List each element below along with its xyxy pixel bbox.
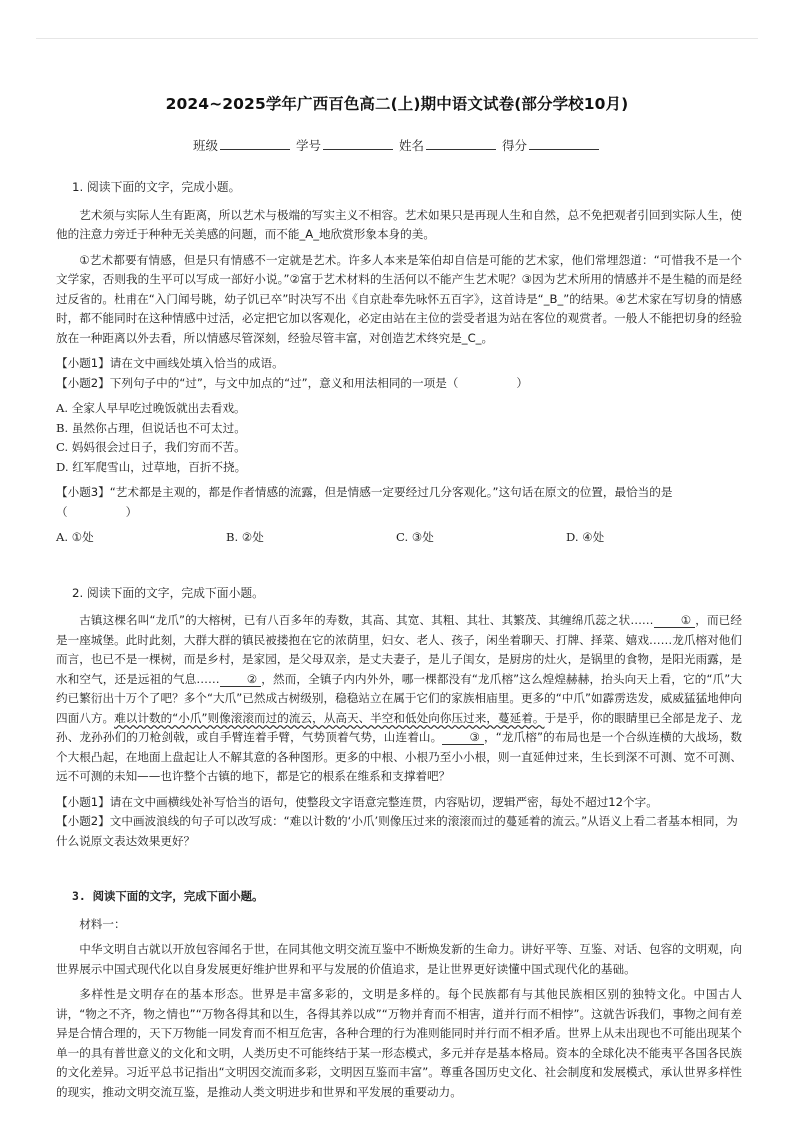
q2-paragraph-1 (56, 611, 742, 787)
q2-text-c: ，然而，全镇子内内外外，哪一棵都没有“龙爪榕”这么煌煌赫赫，抬头向天上看，它的“爪”大约已繁衍出十万个了吧？多个“大爪”已然成古树级别，稳稳站立在属于它们的家族相庙里。更多的“中爪”如霹雳迭发，威威猛猛地伸向四面八方。 (56, 671, 742, 725)
q1-sub3-option-d: D. ④处 (566, 530, 605, 544)
q2-sub2: 【小题2】文中画波浪线的句子可以改写成：“难以计数的‘小爪’则像压过来的滚滚而过的蔓延着的流云。”从语义上看二者基本相同，为什么说原文表达效果更好？ (56, 814, 738, 848)
q1-sub3-option-b: B. ②处 (226, 530, 264, 544)
q2-sub1: 【小题1】请在文中画横线处补写恰当的语句，使整段文字语意完整连贯，内容贴切，逻辑严密，每处不超过12个字。 (56, 794, 658, 809)
field-id-blank[interactable] (323, 137, 393, 150)
q3-heading: 3. 阅读下面的文字，完成下面小题。 (72, 889, 264, 903)
q3-paragraph-1: 中华文明自古就以开放包容闻名于世，在同其他文明交流互鉴中不断焕发新的生命力。讲好平等、互鉴、对话、包容的文明观，向世界展示中国式现代化以自身发展更好维护世界和平与发展的价值追求，是让世界更好读懂中国式现代化的基础。 (56, 942, 742, 976)
field-score-blank[interactable] (529, 137, 599, 150)
q2-wavy-sentence: 难以计数的“小爪”则像滚滚而过的流云，从高天、半空和低处向你压过来，蔓延着。 (114, 710, 545, 725)
q2-text-d: 于是乎，你的眼睛里已全部是龙子、龙孙、龙孙孙们的刀枪剑戟，或自手臂连着手臂，气势顶着气势，山连着山。 (56, 710, 742, 744)
q2-text-e: ，“龙爪榕”的布局也是一个合纵连横的大战场，数个大根凸起，在地面上盘起让人不解其意的各种图形。更多的中根、小根乃至小小根，则一直延伸过来，生长到深不可测、宽不可测、远不可测的未知——也许整个古镇的地下，都是它的根系在维系和支撑着吧？ (56, 730, 742, 783)
field-score-label: 得分 (501, 138, 527, 153)
q1-sub2-option-a: A. 全家人早早吃过晚饭就出去看戏。 (56, 401, 246, 415)
q1-sub2-option-d: D. 红军爬雪山，过草地，百折不挠。 (56, 459, 247, 474)
q1-sub2: 【小题2】下列句子中的“过”，与文中加点的“过”，意义和用法相同的一项是（ ） (56, 375, 528, 390)
field-class-label: 班级 (192, 138, 218, 153)
q2-text-a: 古镇这棵名叫“龙爪”的大榕树，已有八百多年的寿数，其高、其宽、其粗、其壮、其繁茂、其缠绵爪蕊之状…… (79, 613, 654, 627)
top-divider (36, 38, 758, 39)
q1-sub3: 【小题3】“艺术都是主观的，都是作者情感的流露，但是情感一定要经过几分客观化。”这句话在原文的位置，最恰当的是（ ） (56, 485, 673, 519)
q1-sub2-option-b: B. 虽然你占理，但说话也不可太过。 (56, 420, 246, 435)
q1-sub3-option-a: A. ①处 (56, 530, 94, 544)
q2-heading: 2. 阅读下面的文字，完成下面小题。 (72, 585, 264, 600)
field-class-blank[interactable] (220, 137, 290, 150)
q1-paragraph-2: ①艺术都要有情感，但是只有情感不一定就是艺术。许多人本来是笨伯却自信是可能的艺术家，他们常埋怨道：“可惜我不是一个文学家，否则我的生平可以写成一部好小说。”②富于艺术材料的生活何以不能产生艺术呢？③因为艺术所用的情感并不是生糙的而是经过反省的。杜甫在“入门闻号眺，幼子饥已卒”时决写不出《自京赴奉先咏怀五百字》，这首诗是“_B_”的结果。④艺术家在写切身的情感时，都不能同时在这种情感中过活，必定把它加以客观化，必定由站在主位的尝受者退为站在客位的观赏者。一般人不能把切身的经验放在一种距离以外去看，所以情感尽管深刻，经验尽管丰富，对创造艺术终究是_C_。 (56, 252, 742, 345)
q2-blank-1: ① (654, 614, 696, 628)
q3-material-label: 材料一： (79, 916, 126, 931)
exam-content (56, 178, 742, 1102)
field-name-blank[interactable] (426, 137, 496, 150)
q2-blank-2: ② (220, 673, 262, 687)
q1-sub3-options (56, 528, 742, 548)
q1-paragraph-1: 艺术须与实际人生有距离，所以艺术与极端的写实主义不相容。艺术如果只是再现人生和自然，总不免把观者引回到实际人生，使他的注意力旁迁于种种无关美感的问题，而不能_A_地欣赏形象本身的美。 (56, 207, 742, 241)
q3-paragraph-2: 多样性是文明存在的基本形态。世界是丰富多彩的，文明是多样的。每个民族都有与其他民族相区别的独特文化。中国古人讲，“物之不齐，物之情也”“万物各得其和以生，各得其养以成”“万物并育而不相害，道并行而不相悖”。这就告诉我们，事物之间有差异是合情合理的，天下万物能一同发育而不相互危害，各种合理的行为准则能同时并行而不相矛盾。世界上从未出现也不可能出现某个单一的具有普世意义的文化和文明，人类历史不可能终结于某一形态模式，多元并存是基本格局。资本的全球化决不能夷平各国各民族的文化差异。习近平总书记指出“文明因交流而多彩，文明因互鉴而丰富”。尊重各国历史文化、社会制度和发展模式，承认世界多样性的现实，推动文明交流互鉴，是推动人类文明进步和世界和平发展的重要动力。 (56, 987, 742, 1099)
student-info-row (0, 136, 794, 154)
q2-blank-3: ③ (442, 731, 484, 745)
q1-sub2-option-c: C. 妈妈很会过日子，我们穷而不苦。 (56, 440, 246, 454)
field-name-label: 姓名 (398, 138, 424, 153)
page-title: 2024~2025学年广西百色高二(上)期中语文试卷(部分学校10月) (165, 95, 629, 113)
q1-sub3-option-c: C. ③处 (396, 530, 434, 544)
q2-text-b: ，而已经是一座城堡。此时此刻，大群大群的镇民被搂抱在它的浓荫里，妇女、老人、孩子，闲坐着聊天、打牌、择菜、嬉戏……龙爪榕对他们而言，也已不是一棵树，而是乡村，是家园，是父母双亲，是丈夫妻子，是儿子闺女，是厨房的灶火，是锅里的食物，是阳光雨露，是水和空气，还是远祖的气息…… (56, 613, 742, 686)
q1-sub1: 【小题1】请在文中画线处填入恰当的成语。 (56, 356, 284, 370)
field-id-label: 学号 (295, 138, 321, 153)
q1-heading: 1. 阅读下面的文字，完成小题。 (72, 180, 241, 194)
